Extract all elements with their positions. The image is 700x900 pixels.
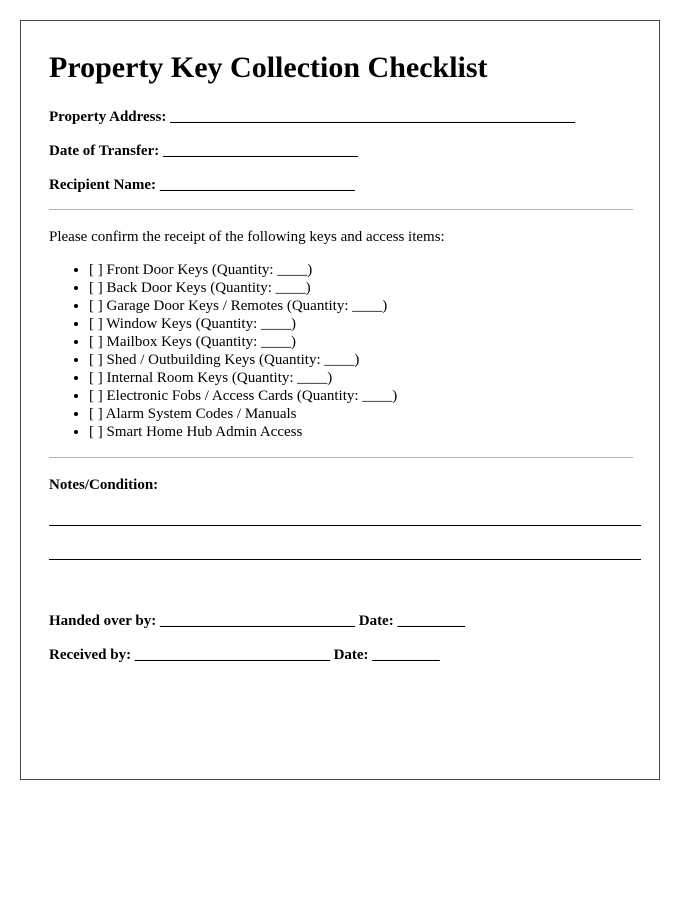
section-divider	[49, 457, 633, 458]
list-item: • [ ] Alarm System Codes / Manuals	[89, 405, 397, 423]
section-divider	[49, 209, 633, 210]
list-item: • [ ] Back Door Keys (Quantity: ____)	[89, 279, 397, 297]
page-title: Property Key Collection Checklist	[49, 51, 488, 84]
property-address-label: Property Address:	[49, 109, 167, 125]
notes-label: Notes/Condition:	[49, 477, 159, 493]
list-item: • [ ] Smart Home Hub Admin Access	[89, 423, 397, 441]
list-item: • [ ] Garage Door Keys / Remotes (Quantity: ____)	[89, 297, 397, 315]
checklist-page	[20, 20, 660, 780]
received-blank: __________________________	[134, 647, 330, 663]
handed-over-date-blank: _________	[397, 613, 465, 629]
date-of-transfer-blank: __________________________	[163, 143, 358, 159]
list-item: • [ ] Shed / Outbuilding Keys (Quantity: ____)	[89, 351, 397, 369]
handed-over-label: Handed over by:	[49, 613, 157, 629]
property-address-field	[49, 108, 575, 126]
received-date-label: Date:	[333, 647, 369, 663]
list-item: • [ ] Mailbox Keys (Quantity: ____)	[89, 333, 397, 351]
list-item: • [ ] Window Keys (Quantity: ____)	[89, 315, 397, 333]
intro-text: Please confirm the receipt of the following keys and access items:	[49, 229, 445, 245]
received-date-blank: _________	[372, 647, 440, 663]
date-of-transfer-label: Date of Transfer:	[49, 143, 160, 159]
received-label: Received by:	[49, 647, 132, 663]
recipient-name-blank: __________________________	[159, 177, 355, 193]
notes-line	[49, 525, 641, 526]
property-address-blank: ______________________________________________________	[170, 109, 576, 125]
recipient-name-field	[49, 176, 355, 194]
received-signature-row	[49, 646, 440, 664]
notes-line	[49, 559, 641, 560]
recipient-name-label: Recipient Name:	[49, 177, 157, 193]
list-item: • [ ] Electronic Fobs / Access Cards (Quantity: ____)	[89, 387, 397, 405]
key-items-list	[49, 261, 397, 441]
handed-over-signature-row	[49, 612, 465, 630]
date-of-transfer-field	[49, 142, 358, 160]
handed-over-date-label: Date:	[358, 613, 394, 629]
list-item: • [ ] Internal Room Keys (Quantity: ____)	[89, 369, 397, 387]
handed-over-blank: __________________________	[159, 613, 355, 629]
list-item: • [ ] Front Door Keys (Quantity: ____)	[89, 261, 397, 279]
